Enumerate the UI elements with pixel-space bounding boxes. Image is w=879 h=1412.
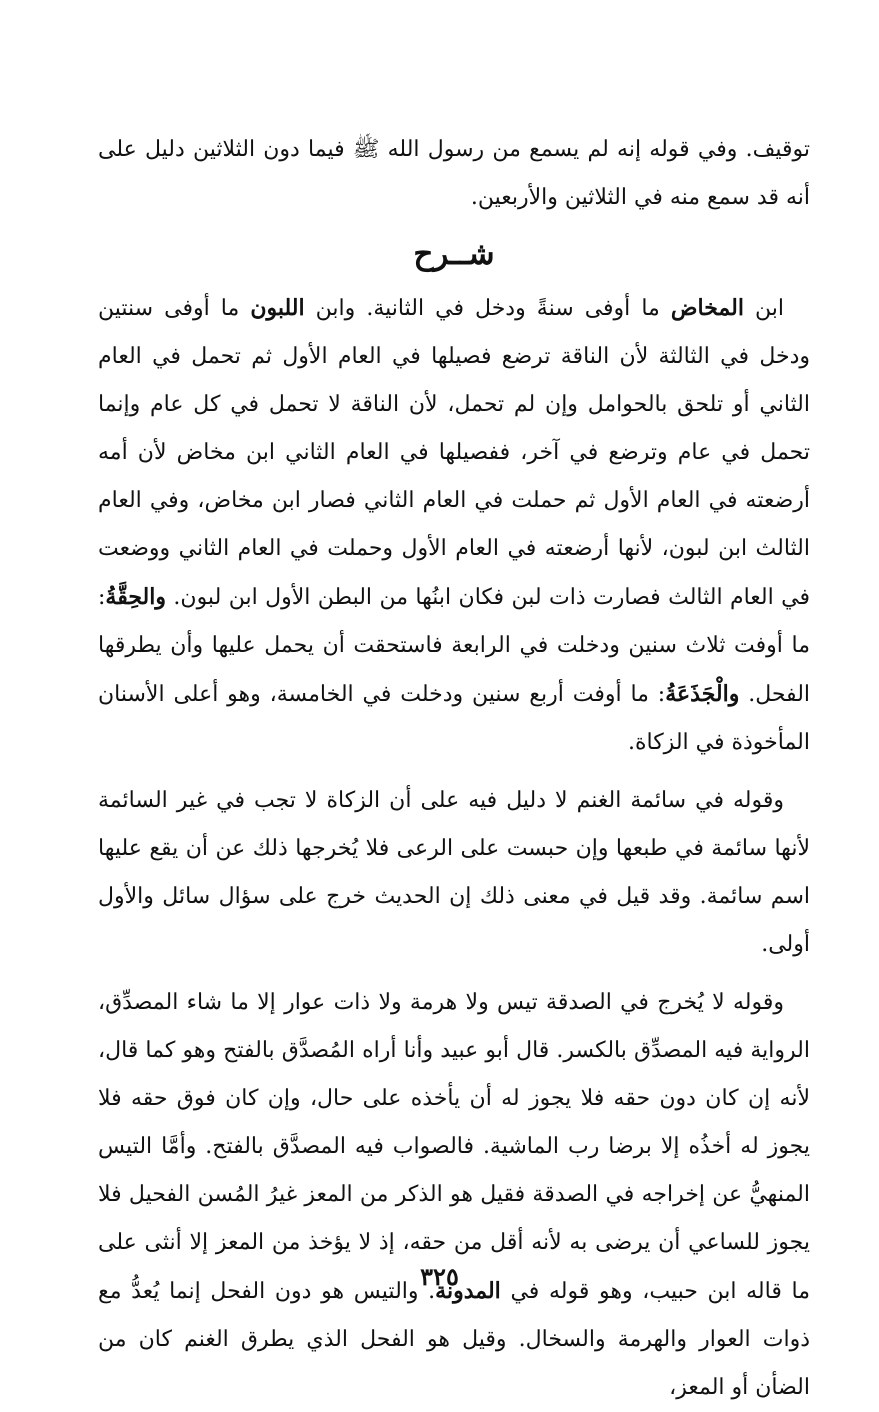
p1-text-4: : ما أوفت ثلاث سنين ودخلت في الرابعة فاستحقت أن يحمل عليها وأن يطرقها الفحل. <box>98 585 811 707</box>
p3-text-1: وقوله لا يُخرج في الصدقة تيس ولا هرمة ولا ذات عوار إلا ما شاء المصدِّق، الرواية فيه المصدِّق بالكسر. قال أبو عبيد وأنا أراه المُصدَّق بالفتح وهو كما قال، لأنه إن كان دون حقه فلا يجوز له أن يأخذه على حال، وإن كان فوق حقه فلا يجوز له أخذُه إلا برضا رب الماشية. فالصواب فيه المصدَّق بالفتح. وأمَّا التيس المنهيُّ عن إخراجه في الصدقة فقيل هو الذكر من المعز غيرُ المُسن الفحيل فلا يجوز للساعي أن يرضى به لأنه أقل من حقه، إذ لا يؤخذ من المعز إلا أنثى على ما قاله ابن حبيب، وهو قوله في <box>98 990 811 1304</box>
term-jadha: والْجَذَعَةُ <box>665 681 740 707</box>
explanation-paragraph-camel-ages <box>98 284 810 767</box>
term-ibn-labun: اللبون <box>250 295 305 321</box>
page-number: ٣٢٥ <box>420 1262 459 1291</box>
term-ibn-makhad: المخاض <box>670 295 744 321</box>
page-body <box>98 126 810 1412</box>
p2-text: وقوله في سائمة الغنم لا دليل فيه على أن الزكاة لا تجب في غير السائمة لأنها سائمة في طبعها وإن حبست على الرعى فلا يُخرجها ذلك عن أن يقع عليها اسم سائمة. وقد قيل في معنى ذلك إن الحديث خرج على سؤال سائل والأول أولى. <box>98 788 810 957</box>
p3-text-2: . والتيس هو دون الفحل إنما يُعدُّ مع ذوات العوار والهرمة والسخال. وقيل هو الفحل الذي يطرق الغنم كان من الضأن أو المعز، <box>98 1279 810 1400</box>
top-paragraph-text: توقيف. وفي قوله إنه لم يسمع من رسول الله ﷺ فيما دون الثلاثين دليل على أنه قد سمع منه في الثلاثين والأربعين. <box>98 137 810 210</box>
explanation-paragraph-musaddiq <box>98 979 810 1412</box>
explanation-paragraph-saima <box>98 777 810 969</box>
term-hiqqa: والحِقَّةُ <box>105 584 166 610</box>
paragraph-spacer <box>98 969 810 979</box>
section-heading-text: شــرح <box>413 236 495 272</box>
section-heading <box>98 230 810 278</box>
paragraph-spacer <box>98 767 810 777</box>
term-mudawwana: المدونة <box>435 1278 501 1304</box>
top-paragraph <box>98 126 810 222</box>
p1-text-5: : ما أوفت أربع سنين ودخلت في الخامسة، وهو أعلى الأسنان المأخوذة في الزكاة. <box>98 682 810 755</box>
p1-text-2: ما أوفى سنةً ودخل في الثانية. وابن <box>304 296 671 321</box>
p1-text-3: ما أوفى سنتين ودخل في الثالثة لأن الناقة ترضع فصيلها في العام الأول ثم تحمل في العام الثاني أو تلحق بالحوامل وإن لم تحمل، لأن الناقة لا تحمل في كل عام وإنما تحمل في عام وترضع في آخر، ففصيلها في العام الثاني ابن مخاض لأن أمه أرضعته في العام الأول ثم حملت في العام الثاني فصار ابن مخاض، وفي العام الثالث ابن لبون، لأنها أرضعته في العام الأول وحملت في العام الثاني ووضعت في العام الثالث فصارت ذات لبن فكان ابنُها من البطن الأول ابن لبون. <box>98 296 810 610</box>
p1-text-1: ابن <box>743 296 784 321</box>
